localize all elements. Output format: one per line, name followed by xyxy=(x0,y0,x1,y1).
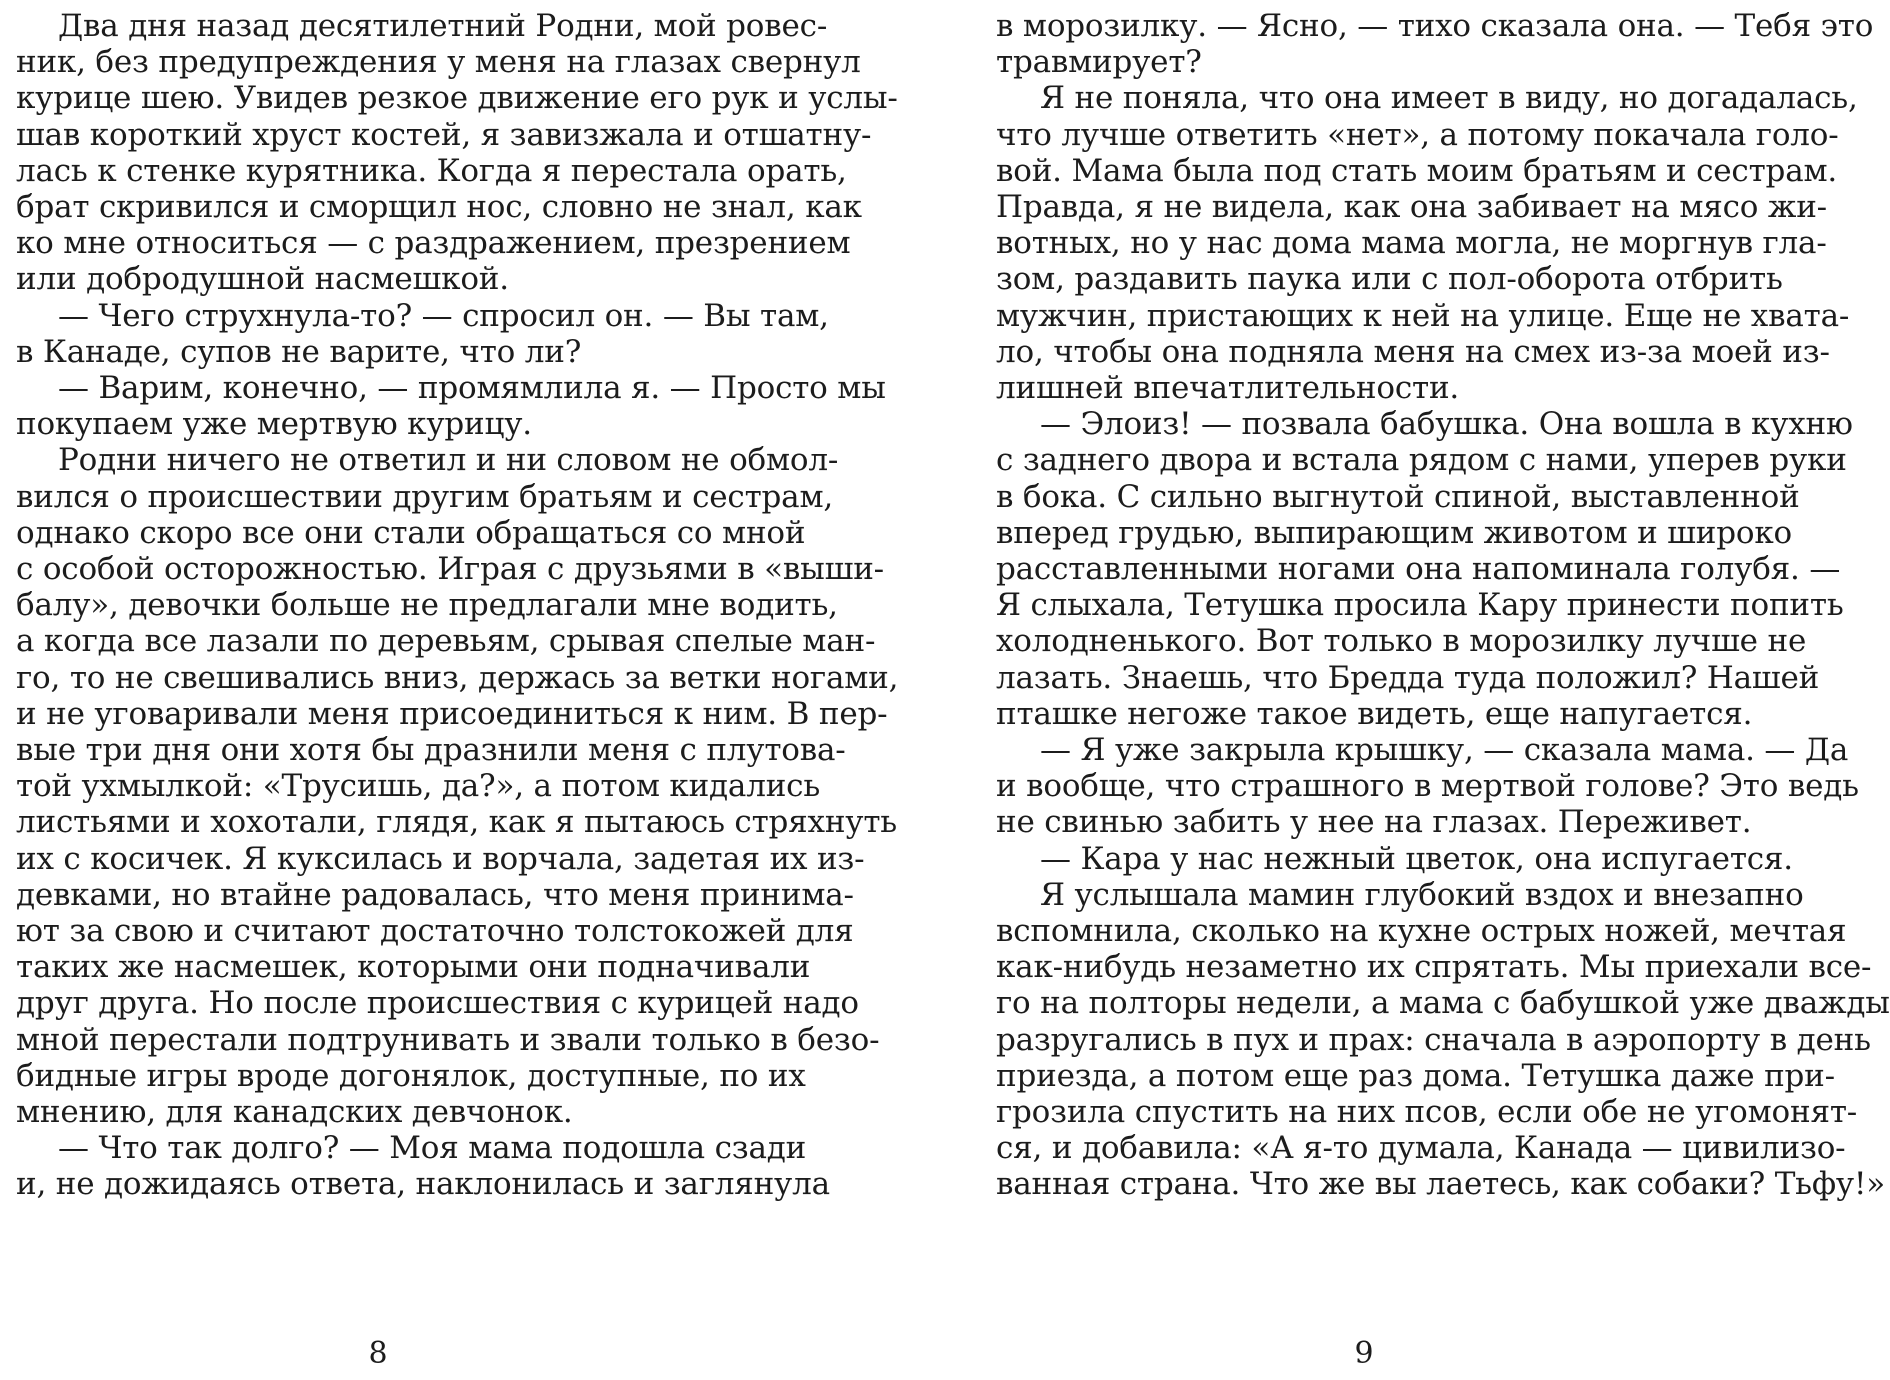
text-line: го на полторы недели, а мама с бабушкой уже дважды xyxy=(996,985,1890,1022)
text-line: грозила спустить на них псов, если обе не угомонят- xyxy=(996,1094,1858,1130)
text-line: балу», девочки больше не предлагали мне водить, xyxy=(16,587,838,624)
text-line: ко мне относиться — с раздражением, презрением xyxy=(16,225,851,262)
text-line: разругались в пух и прах: сначала в аэропорту в день xyxy=(996,1021,1871,1058)
text-line: — Что так долго? — Моя мама подошла сзади xyxy=(58,1130,807,1167)
text-line: вой. Мама была под стать моим братьям и сестрам. xyxy=(996,152,1838,189)
text-line: — Элоиз! — позвала бабушка. Она вошла в кухню xyxy=(1040,406,1853,443)
text-line: вперед грудью, выпирающим животом и широко xyxy=(996,514,1793,551)
text-line: их с косичек. Я куксилась и ворчала, задетая их из- xyxy=(16,840,865,877)
text-line: травмирует? xyxy=(996,44,1202,81)
text-line: ся, и добавила: «А я-то думала, Канада — цивилизо- xyxy=(996,1130,1846,1167)
text-line: лазать. Знаешь, что Бредда туда положил? Нашей xyxy=(996,659,1820,696)
text-line: бидные игры вроде догонялок, доступные, по их xyxy=(16,1057,806,1094)
text-line: Я услышала мамин глубокий вздох и внезапно xyxy=(1040,876,1804,913)
text-line: ют за свою и считают достаточно толстокожей для xyxy=(16,913,854,949)
text-line: — Я уже закрыла крышку, — сказала мама. — Да xyxy=(1040,732,1849,768)
text-line: курице шею. Увидев резкое движение его рук и услы- xyxy=(16,80,898,117)
text-line: а когда все лазали по деревьям, срывая спелые ман- xyxy=(16,623,876,660)
text-line: друг друга. Но после происшествия с курицей надо xyxy=(16,985,859,1022)
text-line: и, не дожидаясь ответа, наклонилась и заглянула xyxy=(16,1166,830,1203)
text-line: расставленными ногами она напоминала голубя. — xyxy=(996,551,1841,587)
right-page xyxy=(996,0,1890,1380)
text-line: девками, но втайне радовалась, что меня принима- xyxy=(16,876,854,913)
text-line: брат скривился и сморщил нос, словно не знал, как xyxy=(16,189,862,225)
text-line: с заднего двора и встала рядом с нами, уперев руки xyxy=(996,442,1847,479)
text-line: однако скоро все они стали обращаться со мной xyxy=(16,514,806,551)
text-line: пташке негоже такое видеть, еще напугается. xyxy=(996,695,1753,732)
text-line: холодненького. Вот только в морозилку лучше не xyxy=(996,623,1807,660)
text-line: листьями и хохотали, глядя, как я пытаюсь стряхнуть xyxy=(16,804,897,841)
text-line: Родни ничего не ответил и ни словом не обмол- xyxy=(58,442,839,479)
text-line: или добродушной насмешкой. xyxy=(16,261,509,298)
left-page xyxy=(16,0,899,1380)
text-line: Правда, я не видела, как она забивает на мясо жи- xyxy=(996,189,1827,225)
text-line: Я не поняла, что она имеет в виду, но догадалась, xyxy=(1040,80,1858,117)
text-line: вился о происшествии другим братьям и сестрам, xyxy=(16,478,834,515)
text-line: — Кара у нас нежный цветок, она испугается. xyxy=(1040,840,1793,877)
text-line: приезда, а потом еще раз дома. Тетушка даже при- xyxy=(996,1057,1835,1094)
text-line: мужчин, пристающих к ней на улице. Еще не хвата- xyxy=(996,297,1850,334)
text-line: в морозилку. — Ясно, — тихо сказала она. — Тебя это xyxy=(996,8,1874,44)
text-line: той ухмылкой: «Трусишь, да?», а потом кидались xyxy=(16,768,820,805)
text-line: как-нибудь незаметно их спрятать. Мы приехали все- xyxy=(996,949,1872,986)
text-line: таких же насмешек, которыми они подначивали xyxy=(16,949,811,986)
text-line: зом, раздавить паука или с пол-оборота отбрить xyxy=(996,261,1783,298)
text-line: и вообще, что страшного в мертвой голове? Это ведь xyxy=(996,768,1859,805)
text-line: мной перестали подтрунивать и звали только в безо- xyxy=(16,1021,880,1058)
text-line: не свинью забить у нее на глазах. Переживет. xyxy=(996,804,1752,841)
text-line: — Варим, конечно, — промямлила я. — Просто мы xyxy=(58,370,886,406)
text-line: шав короткий хруст костей, я завизжала и отшатну- xyxy=(16,116,872,153)
page-number-right: 9 xyxy=(1354,1336,1374,1371)
text-line: Два дня назад десятилетний Родни, мой ровес- xyxy=(58,8,828,44)
text-line: с особой осторожностью. Играя с друзьями в «выши- xyxy=(16,551,884,587)
text-line: вые три дня они хотя бы дразнили меня с плутова- xyxy=(16,732,846,768)
text-line: — Чего струхнула-то? — спросил он. — Вы там, xyxy=(58,297,829,334)
text-line: ванная страна. Что же вы лаетесь, как собаки? Тьфу!» xyxy=(996,1166,1885,1203)
text-line: вотных, но у нас дома мама могла, не моргнув гла- xyxy=(996,225,1827,262)
text-line: лась к стенке курятника. Когда я перестала орать, xyxy=(16,152,847,189)
text-line: в бока. С сильно выгнутой спиной, выставленной xyxy=(996,478,1800,515)
text-line: мнению, для канадских девчонок. xyxy=(16,1094,573,1130)
text-line: ло, чтобы она подняла меня на смех из-за моей из- xyxy=(996,333,1830,370)
text-line: го, то не свешивались вниз, держась за ветки ногами, xyxy=(16,659,899,696)
page-number-left: 8 xyxy=(368,1336,388,1371)
text-line: покупаем уже мертвую курицу. xyxy=(16,406,532,443)
text-line: вспомнила, сколько на кухне острых ножей, мечтая xyxy=(996,913,1847,949)
text-line: Я слыхала, Тетушка просила Кару принести попить xyxy=(996,587,1844,624)
text-line: ник, без предупреждения у меня на глазах свернул xyxy=(16,44,861,81)
text-line: лишней впечатлительности. xyxy=(996,370,1460,406)
text-line: и не уговаривали меня присоединиться к ним. В пер- xyxy=(16,695,888,732)
text-line: что лучше ответить «нет», а потому покачала голо- xyxy=(996,116,1839,153)
text-line: в Канаде, супов не варите, что ли? xyxy=(16,333,582,370)
